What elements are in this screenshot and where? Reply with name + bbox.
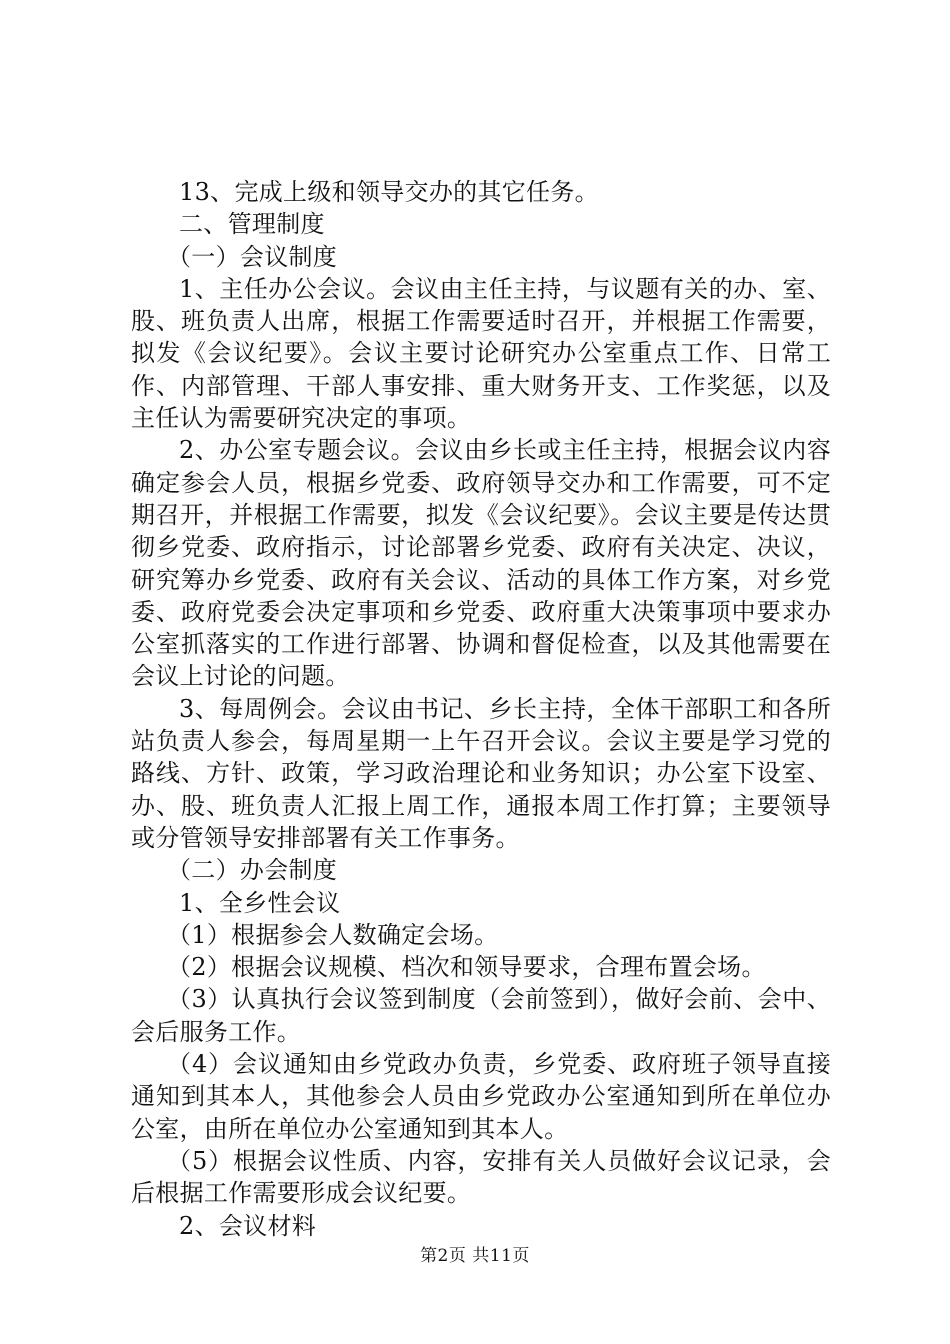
document-body xyxy=(131,176,831,1242)
subheading-meeting-system: （一）会议制度 xyxy=(167,242,338,271)
paragraph-special-meeting: 2、办公室专题会议。会议由乡长或主任主持，根据会议内容确定参会人员，根据乡党委、政府领导交办和工作需要，可不定期召开，并根据工作需要，拟发《会议纪要》。会议主要是传达贯彻乡党委、政府指示，讨论部署乡党委、政府有关决定、决议，研究筹办乡党委、政府有关会议、活动的具体工作方案，对乡党委、政府党委会决定事项和乡党委、政府重大决策事项中要求办公室抓落实的工作进行部署、协调和督促检查，以及其他需要在会议上讨论的问题。 xyxy=(131,436,831,691)
paragraph-weekly-meeting: 3、每周例会。会议由书记、乡长主持，全体干部职工和各所站负责人参会，每周星期一上午召开会议。会议主要是学习党的路线、方针、政策，学习政治理论和业务知识；办公室下设室、办、股、班负责人汇报上周工作，通报本周工作打算；主要领导或分管领导安排部署有关工作事务。 xyxy=(131,694,831,852)
list-item-1: （1）根据参会人数确定会场。 xyxy=(167,920,499,949)
list-item-3: （3）认真执行会议签到制度（会前签到），做好会前、会中、会后服务工作。 xyxy=(131,985,831,1046)
list-item-5: （5）根据会议性质、内容，安排有关人员做好会议记录，会后根据工作需要形成会议纪要。 xyxy=(131,1146,831,1208)
subheading-meeting-organization: （二）办会制度 xyxy=(167,856,338,885)
list-item-2: （2）根据会议规模、档次和领导要求，合理布置会场。 xyxy=(167,953,766,982)
heading-management-system: 二、管理制度 xyxy=(179,210,325,239)
list-item-4: （4）会议通知由乡党政办负责，乡党委、政府班子领导直接通知到其本人，其他参会人员由乡党政办公室通知到所在单位办公室，由所在单位办公室通知到其本人。 xyxy=(131,1050,831,1143)
paragraph-director-meeting: 1、主任办公会议。会议由主任主持，与议题有关的办、室、股、班负责人出席，根据工作需要适时召开，并根据工作需要，拟发《会议纪要》。会议主要讨论研究办公室重点工作、日常工作、内部管理、干部人事安排、重大财务开支、工作奖惩，以及主任认为需要研究决定的事项。 xyxy=(131,274,831,433)
page-number-footer: 第2页 共11页 xyxy=(420,1246,530,1266)
paragraph-meeting-materials: 2、会议材料 xyxy=(179,1211,317,1240)
paragraph-township-meeting: 1、全乡性会议 xyxy=(179,888,341,917)
paragraph-task-13: 13、完成上级和领导交办的其它任务。 xyxy=(179,178,599,206)
